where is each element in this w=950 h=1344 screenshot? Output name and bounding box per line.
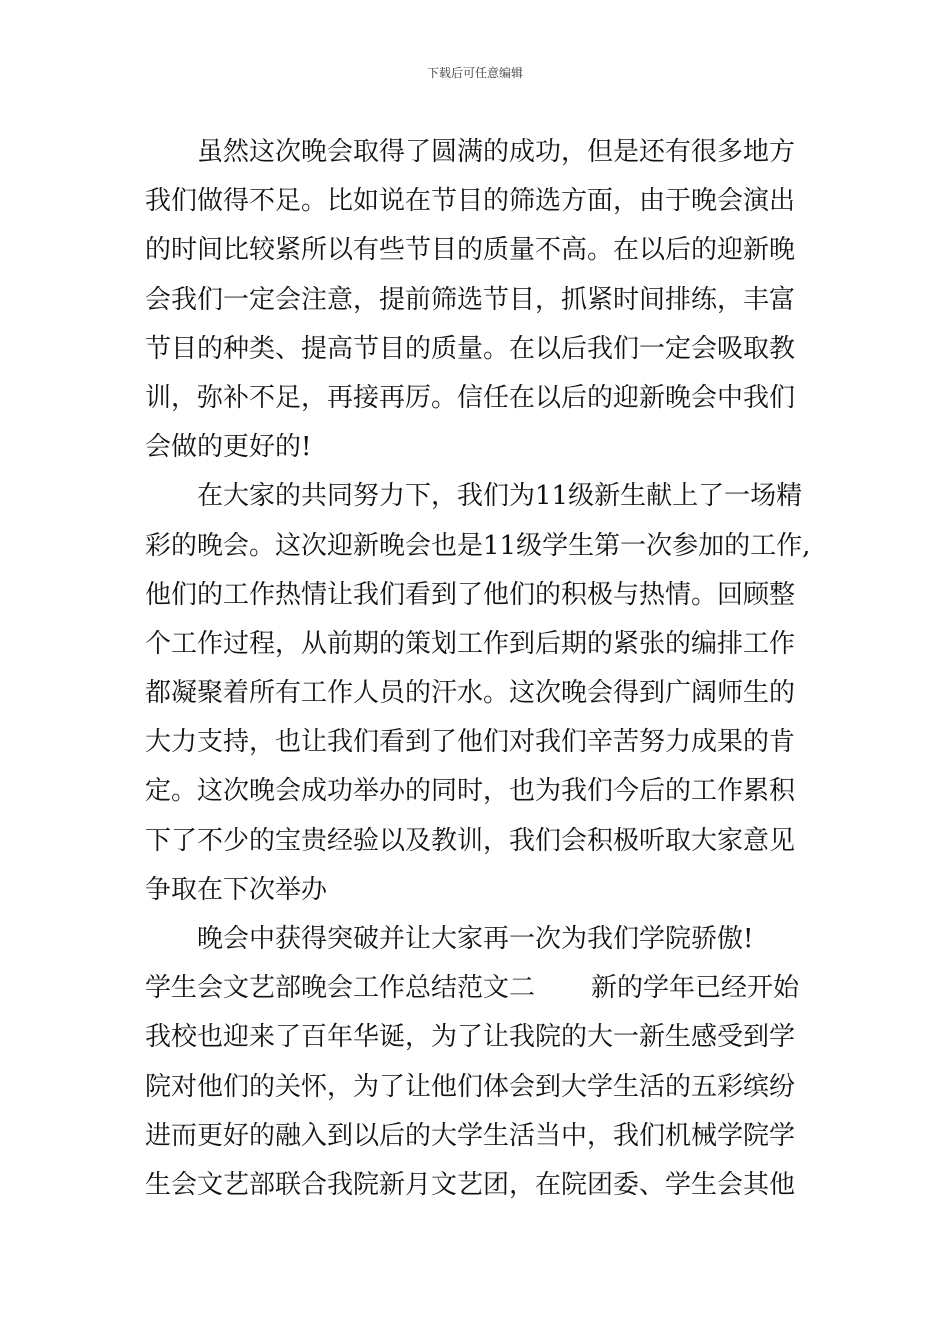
text-line: 都凝聚着所有工作人员的汗水。这次晚会得到广阔师生的 xyxy=(145,678,796,709)
text-line: 节目的种类、提高节目的质量。在以后我们一定会吸取教 xyxy=(145,333,796,364)
text-line: 大力支持，也让我们看到了他们对我们辛苦努力成果的肯 xyxy=(145,727,796,758)
section-title-line xyxy=(145,964,810,1013)
text-line: 定。这次晚会成功举办的同时，也为我们今后的工作累积 xyxy=(145,776,796,807)
text-line: 晚会中获得突破并让大家再一次为我们学院骄傲! xyxy=(197,924,754,954)
text-line: 进而更好的融入到以后的大学生活当中，我们机械学院学 xyxy=(145,1120,796,1151)
text-line: 会我们一定会注意，提前筛选节目，抓紧时间排练，丰富 xyxy=(145,284,796,315)
text-line: 训，弥补不足，再接再厉。信任在以后的迎新晚会中我们 xyxy=(145,382,796,413)
text-line: 下了不少的宝贵经验以及教训，我们会积极听取大家意见 xyxy=(145,825,796,856)
text-line: 在大家的共同努力下，我们为11级新生献上了一场精 xyxy=(197,481,803,512)
section-title: 学生会文艺部晚会工作总结范文二 xyxy=(145,973,536,1004)
text-line: 个工作过程，从前期的策划工作到后期的紧张的编排工作 xyxy=(145,628,796,659)
text-line: 彩的晚会。这次迎新晚会也是11级学生第一次参加的工作, xyxy=(145,530,810,561)
text-line: 生会文艺部联合我院新月文艺团，在院团委、学生会其他 xyxy=(145,1169,796,1200)
text-line: 院对他们的关怀，为了让他们体会到大学生活的五彩缤纷 xyxy=(145,1071,796,1102)
text-line: 争取在下次举办 xyxy=(145,874,328,905)
text-line: 的时间比较紧所以有些节目的质量不高。在以后的迎新晚 xyxy=(145,235,796,266)
text-line: 我们做得不足。比如说在节目的筛选方面，由于晚会演出 xyxy=(145,186,796,217)
text-line: 我校也迎来了百年华诞，为了让我院的大一新生感受到学 xyxy=(145,1022,796,1053)
text-line-continuation: 新的学年已经开始 xyxy=(591,973,800,1004)
text-line: 虽然这次晚会取得了圆满的成功，但是还有很多地方 xyxy=(197,137,796,167)
text-line: 会做的更好的! xyxy=(145,432,312,463)
document-body xyxy=(145,128,810,1210)
page-header-note: 下载后可任意编辑 xyxy=(426,66,523,80)
text-line: 他们的工作热情让我们看到了他们的积极与热情。回顾整 xyxy=(145,579,796,610)
